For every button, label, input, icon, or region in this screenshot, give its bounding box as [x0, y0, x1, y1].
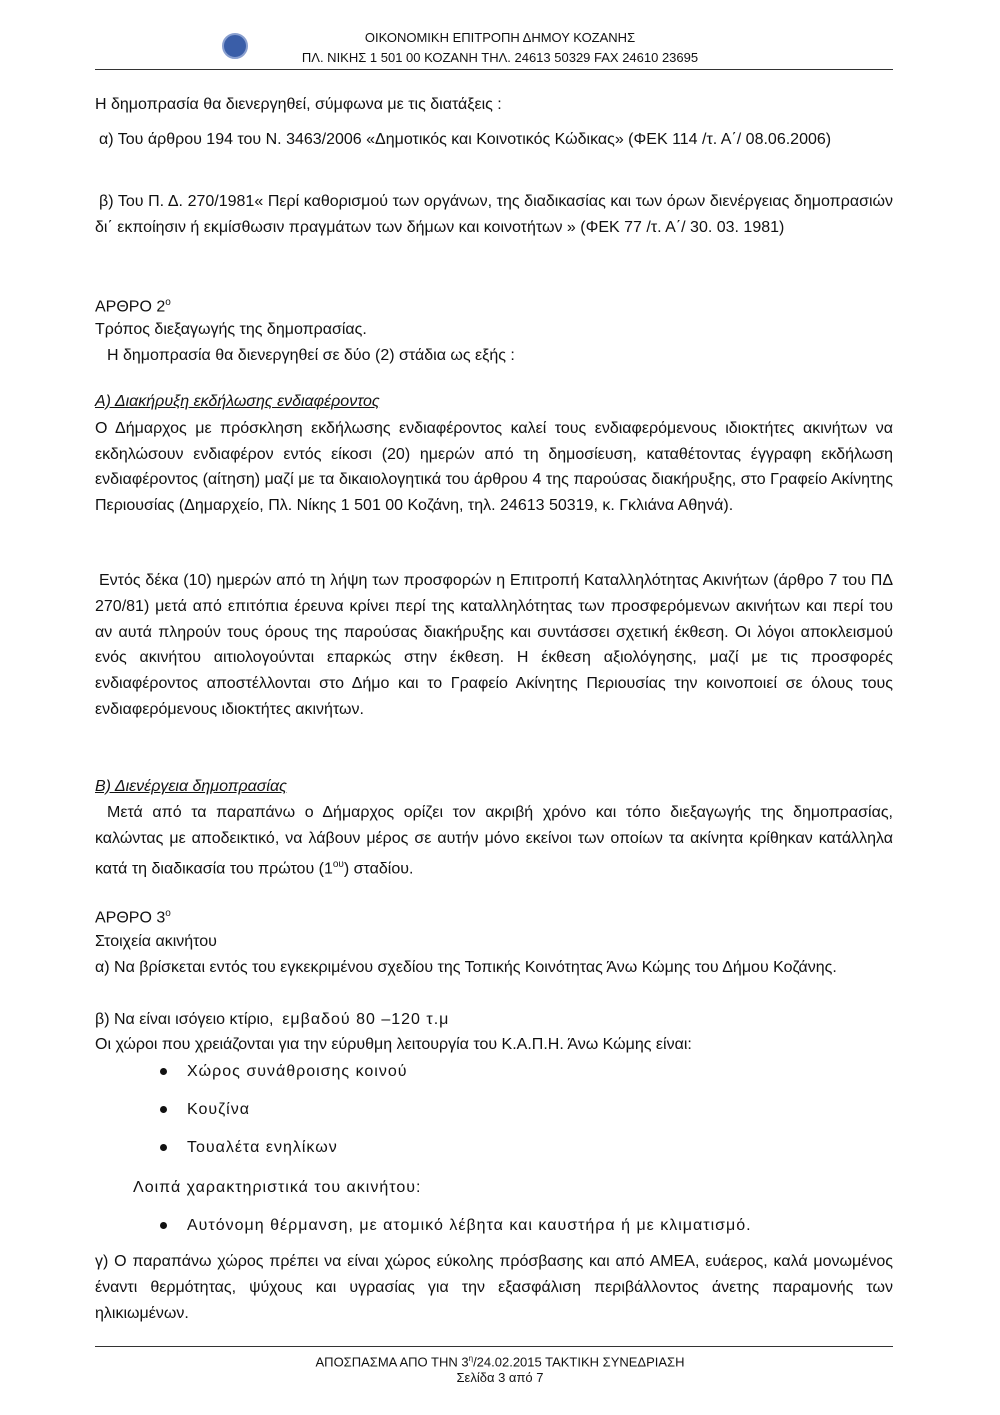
article-3-subtitle: Στοιχεία ακινήτου — [95, 933, 217, 950]
stage-a-paragraph-1: Ο Δήμαρχος με πρόσκληση εκδήλωσης ενδιαφέροντος καλεί τους ενδιαφερόμενους ιδιοκτήτες ακινήτων να εκδηλώσουν ενδιαφέρον εντός είκοσι (20) ημερών από τη δημοσίευση, καταθέτοντας έγγραφη εκδήλωση ενδιαφέροντος (αίτηση) μαζί με τα δικαιολογητικά του άρθρου 4 της παρούσας διακήρυξης, στο Γραφείο Ακίνητης Περιουσίας (Δημαρχείο, Πλ. Νίκης 1 501 00 Κοζάνη, τηλ. 24613 50319, κ. Γκλιάνα Αθηνά). — [95, 420, 893, 514]
provision-b: β) Του Π. Δ. 270/1981« Περί καθορισμού των οργάνων, της διαδικασίας και των όρων διενέργειας δημοπρασιών δι΄ εκποίησιν ή εκμίσθωσιν πραγμάτων των δήμων και κοινοτήτων » (ΦΕΚ 77 /τ. Α΄/ 30. 03. 1981) — [95, 193, 893, 236]
header-rule — [95, 69, 893, 70]
provision-a: α) Του άρθρου 194 του Ν. 3463/2006 «Δημοτικός και Κοινοτικός Κώδικας» (ΦΕΚ 114 /τ. Α΄/ 08.06.2006) — [99, 131, 832, 148]
intro-text: Η δημοπρασία θα διενεργηθεί, σύμφωνα με τις διατάξεις : — [95, 96, 502, 113]
other-features-intro: Λοιπά χαρακτηριστικά του ακινήτου: — [133, 1179, 422, 1196]
stage-a-paragraph-2: Εντός δέκα (10) ημερών από τη λήψη των προσφορών η Επιτροπή Καταλληλότητας Ακινήτων (άρθρο 7 του ΠΔ 270/81) μετά από επιτόπια έρευνα κρίνει περί της καταλληλότητας των προσφερόμενων ακινήτων και περί του αν αυτά πληρούν τους όρους της παρούσας διακήρυξης και συντάσσει σχετική έκθεση. Οι λόγοι αποκλεισμού ενός ακινήτου αιτιολογούνται επαρκώς στην έκθεση. Η έκθεση αξιολόγησης, μαζί με τις προσφορές ενδιαφέροντος αποστέλλονται στο Δήμο και το Γραφείο Ακίνητης Περιουσίας την κοινοποιεί σε όλους τους ενδιαφερόμενους ιδιοκτήτες ακινήτων. — [95, 572, 893, 718]
footer-meeting: ΑΠΟΣΠΑΣΜΑ ΑΠΟ ΤΗΝ $3^\eta/24.02.2015$ ΤΑΚΤΙΚΗ ΣΥΝΕΔΡΙΑΣΗ — [315, 1354, 685, 1370]
article-2-subtitle: Τρόπος διεξαγωγής της δημοπρασίας. — [95, 321, 367, 338]
requirement-a: α) Να βρίσκεται εντός του εγκεκριμένου σχεδίου της Τοπικής Κοινότητας Άνω Κώμης του Δήμου Κοζάνης. — [95, 959, 837, 976]
requirement-c: γ) Ο παραπάνω χώρος πρέπει να είναι χώρος εύκολης πρόσβασης και από ΑΜΕΑ, ευάερος, καλά μονωμένος έναντι θερμότητας, ψύχους και υγρασίας για την εξασφάλιση περιβάλλοντος άνετης παραμονής των ηλικιωμένων. — [95, 1253, 893, 1322]
header-address: ΠΛ. ΝΙΚΗΣ 1 501 00 ΚΟΖΑΝΗ ΤΗΛ. 24613 50329 FAX 24610 23695 — [301, 50, 699, 65]
article-3-title: ΑΡΘΡΟ $3^o$ — [95, 908, 171, 927]
space-item: Χώρος συνάθροισης κοινού — [160, 1059, 407, 1085]
header-title: ΟΙΚΟΝΟΜΙΚΗ ΕΠΙΤΡΟΠΗ ΔΗΜΟΥ ΚΟΖΑΝΗΣ — [364, 30, 636, 45]
stage-a-heading: Α) Διακήρυξη εκδήλωσης ενδιαφέροντος — [95, 393, 380, 410]
footer-rule — [95, 1346, 893, 1347]
footer-page-number: Σελίδα 3 από 7 — [456, 1370, 544, 1385]
article-2-intro: Η δημοπρασία θα διενεργηθεί σε δύο (2) στάδια ως εξής : — [107, 347, 515, 364]
stage-b-paragraph: Μετά από τα παραπάνω ο Δήμαρχος ορίζει τον ακριβή χρόνο και τόπο διεξαγωγής της δημοπρασίας, καλώντας με αποδεικτικό, να λάβουν μέρος σε αυτήν μόνο εκείνοι των οποίων τα ακίνητα κρίθηκαν κατάλληλα κατά τη διαδικασία του πρώτου $(1^{o\upsilon})$ σταδίου. — [95, 804, 893, 878]
stage-b-heading: Β) Διενέργεια δημοπρασίας — [95, 778, 287, 795]
requirement-b: β) Να είναι ισόγειο κτίριο, εμβαδού 80 –120 τ.μ — [95, 1011, 450, 1028]
bullet-icon — [160, 1106, 167, 1113]
bullet-icon — [160, 1144, 167, 1151]
space-item: Κουζίνα — [160, 1097, 250, 1123]
feature-item: Αυτόνομη θέρμανση, με ατομικό λέβητα και καυστήρα ή με κλιματισμό. — [160, 1213, 752, 1239]
spaces-intro: Οι χώροι που χρειάζονται για την εύρυθμη λειτουργία του Κ.Α.Π.Η. Άνω Κώμης είναι: — [95, 1036, 692, 1053]
bullet-icon — [160, 1068, 167, 1075]
bullet-icon — [160, 1222, 167, 1229]
article-2-title: ΑΡΘΡΟ $2^o$ — [95, 297, 171, 316]
space-item: Τουαλέτα ενηλίκων — [160, 1135, 338, 1161]
